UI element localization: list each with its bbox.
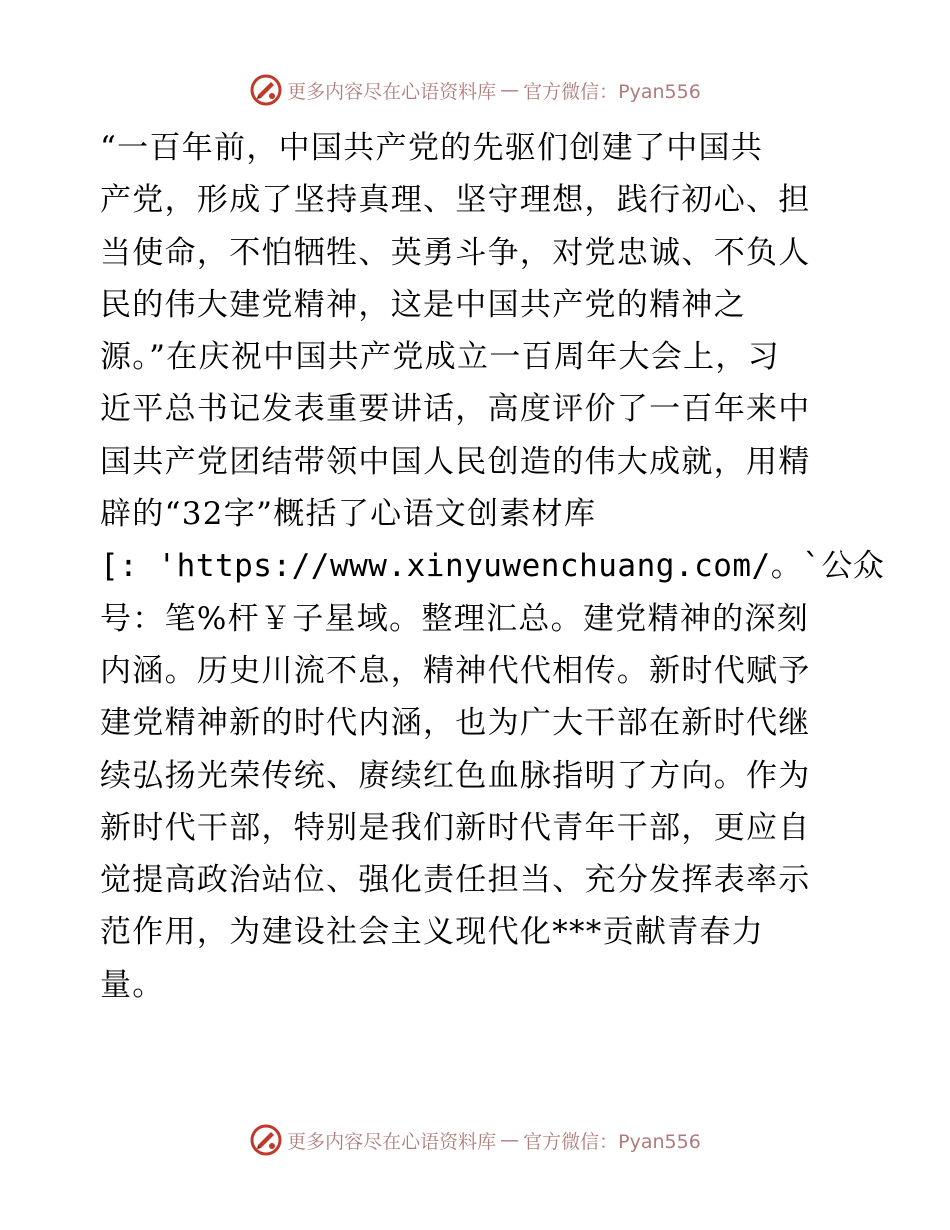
body-line: 觉提高政治站位、强化责任担当、充分发挥表率示: [100, 862, 811, 899]
body-line: 产党，形成了坚持真理、坚守理想，践行初心、担: [100, 182, 811, 219]
footer-watermark: [0, 1122, 950, 1158]
body-line: 内涵。历史川流不息，精神代代相传。新时代赋予: [100, 652, 811, 689]
watermark-separator: —: [500, 1129, 520, 1151]
body-line: 国共产党团结带领中国人民创造的伟大成就，用精: [100, 443, 811, 480]
watermark-text: 更多内容尽在心语资料库: [287, 1130, 497, 1153]
article-body: [100, 122, 885, 1011]
body-line: 号：笔%杆￥子星域。整理汇总。建党精神的深刻: [100, 600, 810, 637]
body-line: 当使命，不怕牺牲、英勇斗争，对党忠诚、不负人: [100, 234, 811, 271]
body-line: 建党精神新的时代内涵，也为广大干部在新时代继: [100, 705, 811, 742]
body-line: 范作用，为建设社会主义现代化***贡献青春力: [100, 914, 765, 951]
watermark-wechat: 官方微信：Pyan556: [523, 80, 701, 103]
watermark-text: 更多内容尽在心语资料库: [287, 80, 497, 103]
header-watermark: [0, 72, 950, 108]
body-line: 近平总书记发表重要讲话，高度评价了一百年来中: [100, 391, 811, 428]
watermark-separator: —: [500, 79, 520, 101]
body-line-url: [: 'https://www.xinyuwenchuang.com/。`公众: [100, 548, 885, 585]
watermark-wechat: 官方微信：Pyan556: [523, 1130, 701, 1153]
xinyu-logo-icon: [249, 1123, 283, 1157]
body-line: 辟的“32字”概括了心语文创素材库: [100, 496, 597, 533]
body-line: 续弘扬光荣传统、赓续红色血脉指明了方向。作为: [100, 757, 811, 794]
body-line: 新时代干部，特别是我们新时代青年干部，更应自: [100, 809, 811, 846]
body-line: 量。: [100, 966, 165, 1003]
body-line: 源。”在庆祝中国共产党成立一百周年大会上，习: [100, 339, 780, 376]
body-line: 民的伟大建党精神，这是中国共产党的精神之: [100, 286, 746, 323]
xinyu-logo-icon: [249, 73, 283, 107]
body-line: “一百年前，中国共产党的先驱们创建了中国共: [100, 130, 764, 166]
